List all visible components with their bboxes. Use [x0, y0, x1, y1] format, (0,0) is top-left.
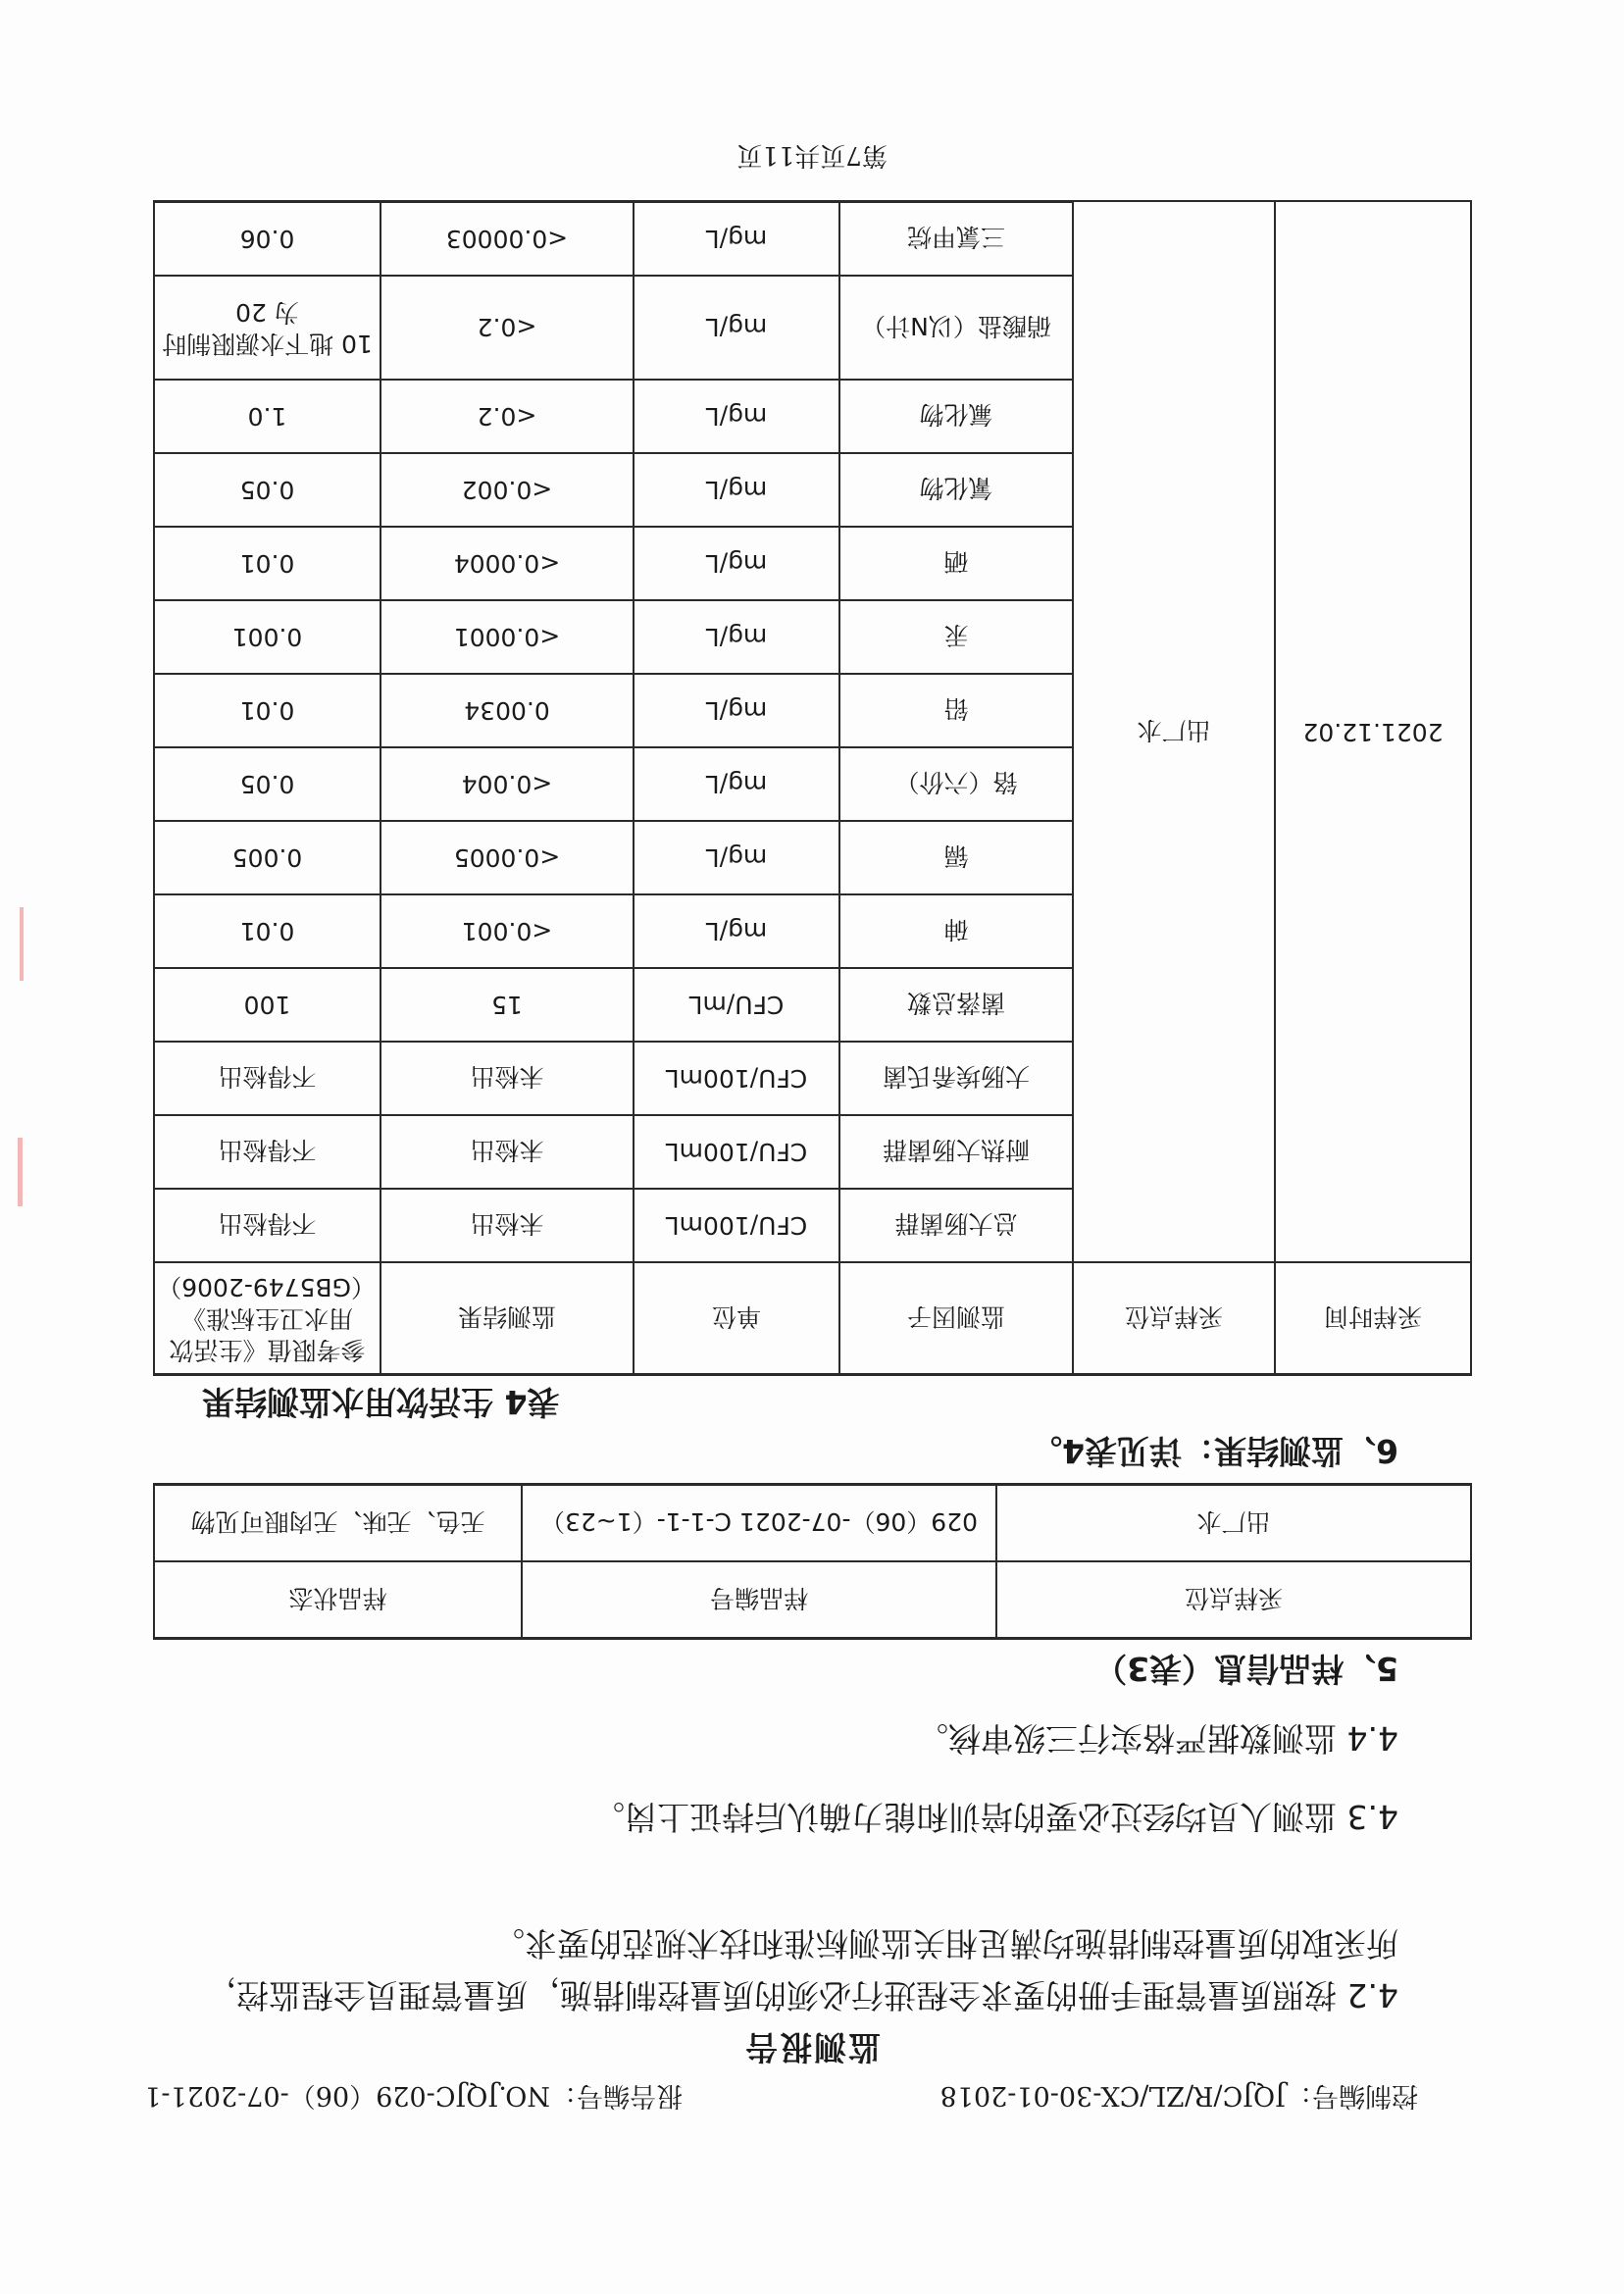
- cell-limit: 1.0: [154, 380, 381, 453]
- cell-result: 未检出: [381, 1115, 634, 1189]
- cell-factor: 汞: [839, 600, 1073, 674]
- cell-result: 15: [381, 968, 634, 1042]
- cell-unit: CFU/mL: [634, 968, 839, 1042]
- cell-result: <0.2: [381, 276, 634, 380]
- table-header-row: [154, 1561, 1471, 1639]
- cell-limit: 10 地下水源限制时为 20: [154, 276, 381, 380]
- cell-result: <0.004: [381, 747, 634, 821]
- header-sample-number: 样品编号: [522, 1561, 996, 1639]
- table-4-title: 表4 生活饮用水监测结果: [202, 1383, 560, 1421]
- cell-factor: 大肠埃希氏菌: [839, 1042, 1073, 1115]
- cell-limit: 0.001: [154, 600, 381, 674]
- cell-unit: mg/L: [634, 453, 839, 527]
- document-title: 监测报告: [743, 2028, 881, 2066]
- cell-limit: 0.05: [154, 453, 381, 527]
- cell-limit: 0.01: [154, 674, 381, 747]
- header-unit: 单位: [634, 1262, 839, 1375]
- table-row: [154, 1485, 1471, 1562]
- cell-limit: 0.06: [154, 202, 381, 277]
- cell-limit: 0.01: [154, 527, 381, 600]
- cell-unit: mg/L: [634, 821, 839, 894]
- cell-result: <0.0004: [381, 527, 634, 600]
- cell-unit: CFU/100mL: [634, 1042, 839, 1115]
- cell-limit: 100: [154, 968, 381, 1042]
- cell-factor: 硒: [839, 527, 1073, 600]
- header-sample-state: 样品状态: [154, 1561, 522, 1639]
- paragraph-4-3: 4.3 监测人员均经过必要的培训和能力确认后持证上岗。: [592, 1798, 1398, 1836]
- cell-limit: 0.01: [154, 894, 381, 968]
- cell-unit: mg/L: [634, 894, 839, 968]
- cell-factor: 三氯甲烷: [839, 202, 1073, 277]
- report-number: 报告编号：NO.JQJC-029（06）-07-2021-1: [144, 2080, 683, 2111]
- cell-limit: 不得检出: [154, 1189, 381, 1262]
- header-sampling-point: 采样点位: [996, 1561, 1471, 1639]
- cell-sample-state: 无色、无味、无肉眼可见物: [154, 1485, 522, 1562]
- cell-result: <0.2: [381, 380, 634, 453]
- cell-limit: 不得检出: [154, 1042, 381, 1115]
- cell-result: 未检出: [381, 1189, 634, 1262]
- cell-factor: 砷: [839, 894, 1073, 968]
- cell-unit: mg/L: [634, 202, 839, 277]
- cell-result: <0.0005: [381, 821, 634, 894]
- cell-result: 0.0034: [381, 674, 634, 747]
- cell-factor: 铬（六价）: [839, 747, 1073, 821]
- cell-factor: 氰化物: [839, 453, 1073, 527]
- header-sampling-point: 采样点位: [1073, 1262, 1275, 1375]
- table-row: [154, 1189, 1471, 1262]
- cell-sampling-time: 2021.12.02: [1275, 202, 1471, 1263]
- cell-unit: mg/L: [634, 527, 839, 600]
- cell-unit: CFU/100mL: [634, 1189, 839, 1262]
- cell-factor: 氟化物: [839, 380, 1073, 453]
- cell-limit: 不得检出: [154, 1115, 381, 1189]
- cell-result: <0.001: [381, 894, 634, 968]
- cell-unit: mg/L: [634, 600, 839, 674]
- cell-factor: 铅: [839, 674, 1073, 747]
- cell-unit: mg/L: [634, 380, 839, 453]
- paragraph-4-4: 4.4 监测数据严格实行三级审核。: [916, 1719, 1398, 1758]
- control-number: 控制编号：JQJC/R/ZL/CX-30-01-2018: [939, 2080, 1418, 2111]
- monitoring-results-table: [153, 200, 1472, 1376]
- table-header-row: [154, 1262, 1471, 1375]
- cell-unit: CFU/100mL: [634, 1115, 839, 1189]
- cell-sampling-point: 出厂水: [996, 1485, 1471, 1562]
- sample-info-table: [153, 1483, 1472, 1640]
- section-6-title: 6、监测结果：详见表4。: [1030, 1432, 1398, 1470]
- paragraph-4-2: 4.2 按照质量管理手册的要求全程进行必须的质量控制措施，质量管理员全程监控，所采取的质量控制措施均满足相关监测标准和技术规范的要求。: [204, 1924, 1398, 2014]
- cell-result: <0.002: [381, 453, 634, 527]
- cell-result: <0.00003: [381, 202, 634, 277]
- cell-factor: 耐热大肠菌群: [839, 1115, 1073, 1189]
- cell-sample-number: 029（06）-07-2021 C-1-1-（1~23）: [522, 1485, 996, 1562]
- header-factor: 监测因子: [839, 1262, 1073, 1375]
- cell-unit: mg/L: [634, 674, 839, 747]
- cell-unit: mg/L: [634, 747, 839, 821]
- header-result: 监测结果: [381, 1262, 634, 1375]
- page-number: 第7页共11页: [736, 140, 888, 170]
- cell-limit: 0.005: [154, 821, 381, 894]
- cell-factor: 菌落总数: [839, 968, 1073, 1042]
- cell-result: <0.0001: [381, 600, 634, 674]
- cell-unit: mg/L: [634, 276, 839, 380]
- cell-factor: 总大肠菌群: [839, 1189, 1073, 1262]
- cell-factor: 镉: [839, 821, 1073, 894]
- header-sampling-time: 采样时间: [1275, 1262, 1471, 1375]
- header-reference-limit: 参考限值《生活饮用水卫生标准》（GB5749-2006）: [154, 1262, 381, 1375]
- cell-factor: 硝酸盐（以N计）: [839, 276, 1073, 380]
- cell-sampling-point: 出厂水: [1073, 202, 1275, 1263]
- section-5-title: 5、样品信息（表3）: [1094, 1650, 1398, 1688]
- cell-result: 未检出: [381, 1042, 634, 1115]
- cell-limit: 0.05: [154, 747, 381, 821]
